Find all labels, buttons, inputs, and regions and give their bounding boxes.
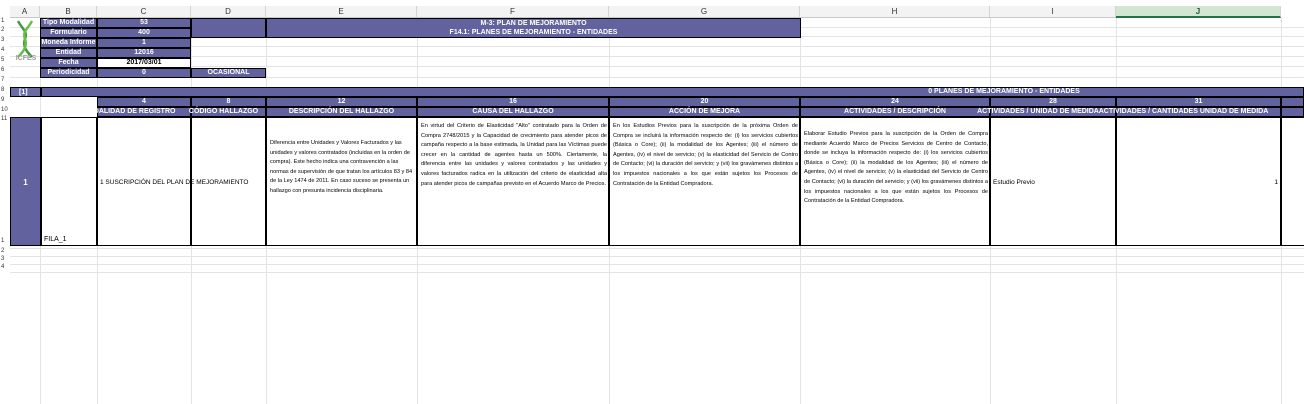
row-header[interactable]: 6 <box>1 67 5 73</box>
row-header[interactable]: 11 <box>1 116 8 122</box>
meta-value[interactable]: 1 <box>97 38 191 48</box>
meta-value[interactable]: 2017/03/01 <box>97 58 191 68</box>
gridline <box>10 264 1304 265</box>
periodicidad-text[interactable]: OCASIONAL <box>191 68 266 78</box>
report-subtitle: F14.1: PLANES DE MEJORAMIENTO - ENTIDADES <box>266 28 801 38</box>
column-title-text: MODALIDAD DE REGISTRO <box>82 108 176 115</box>
actividades-cell[interactable] <box>800 117 990 246</box>
column-title-text: ACTIVIDADES / UNIDAD DE MEDIDA <box>977 108 1099 115</box>
codigo-cell[interactable] <box>191 117 266 246</box>
gridline <box>10 248 1304 249</box>
meta-label: Tipo Modalidad <box>40 18 97 28</box>
descripcion-cell[interactable] <box>266 117 417 246</box>
meta-value[interactable]: 0 <box>97 68 191 78</box>
unidad-cell[interactable] <box>990 117 1116 246</box>
column-title-text: ACTIVIDADES / CANTIDADES UNIDAD DE MEDIDA <box>1098 108 1269 115</box>
column-title: ACCIÓN DE MEJORA <box>609 107 800 117</box>
row-header[interactable]: 4 <box>1 264 5 270</box>
accion-value: En los Estudios Previos para la suscripción de la próxima Orden de Compra se incluirá la información respecto de: (i) los servicios cubiertos (Básica o Core); (ii) la modalidad de los Agentes; (iii) el número de Agentes, (iv) el nivel de servicio; (v) la elasticidad del Servicio de Contro de Contacto; (vi) la duración del servicio; y (vii) los gravámenes distintos a los impuestos nacionales a los que están sujetos los Procesos de Contratación de la Entidad Compradora. <box>613 123 798 187</box>
column-header-h[interactable]: H <box>800 6 990 18</box>
report-title: M-3: PLAN DE MEJORAMIENTO <box>266 18 801 28</box>
row-header[interactable]: 1 <box>1 238 5 244</box>
descripcion-value: Diferencia entre Unidades y Valores Facturados y las unidades y valores contratados (incluidas en la orden de compra). Este hecho indica una contravención a las normas de supervisión de que tratan los artículos 83 y 84 de la Ley 1474 de 2011. En caso suceso se presenta un hallazgo con presunta incidencia disciplinaria. <box>270 140 413 194</box>
meta-label: Fecha <box>40 58 97 68</box>
column-title: CAUSA DEL HALLAZGO <box>417 107 609 117</box>
column-code: 12 <box>266 97 417 107</box>
meta-value[interactable]: 12016 <box>97 48 191 58</box>
row-header[interactable]: 2 <box>1 248 5 254</box>
column-title: ACTIVIDADES / DESCRIPCIÓN <box>800 107 990 117</box>
row-header[interactable]: 2 <box>1 27 5 33</box>
meta-label: Formulario <box>40 28 97 38</box>
column-title: DESCRIPCIÓN DEL HALLAZGO <box>266 107 417 117</box>
gridline <box>10 256 1304 257</box>
column-code: 31 <box>1116 97 1281 107</box>
column-code: 28 <box>990 97 1116 107</box>
modalidad-value: 1 SUSCRIPCIÓN DEL PLAN DE MEJORAMIENTO <box>100 179 249 186</box>
causa-cell[interactable] <box>417 117 609 246</box>
row-number: 1 <box>23 178 28 187</box>
gridline <box>10 56 1304 57</box>
section-code: [1] <box>19 89 28 96</box>
unidad-value: Estudio Previo <box>993 179 1035 186</box>
causa-value: En virtud del Criterio de Elasticidad "Alto" contratado para la Orden de Compra 2748/2015 y la Capacidad de crecimiento para atender picos de campaña respecto a la base estimada, la Unidad para las Víctimas puede crecer en la cantidad de agentes hasta un 500%. Ciertamente, la diferencia entre las unidades y valores contratados y las unidades y valores facturados radica en la utilización del criterio de elasticidad alta para atender picos de campañas previsto en el Acuerdo Marco de Precios. <box>421 123 607 187</box>
row-header[interactable]: 5 <box>1 57 5 63</box>
actividades-value: Elaborar Estudio Previos para la suscripción de la Orden de Compra mediante Acuerdo Marco de Precios Servicios de Centro de Contacto, donde se incluya la información respecto de: (i) los servicios cubiertos (Básica o Core); (ii) la modalidad de los Agentes; (iii) el número de Agentes, (iv) el nivel de servicio; (v) la elasticidad del Servicio de Centro de Contacto; (vi) la duración del servicio; y (vii) los gravámenes distintos a los impuestos nacionales a los que están sujetos los Procesos de Contratación de la Entidad Compradora. <box>804 131 988 205</box>
column-code: 16 <box>417 97 609 107</box>
column-header-f[interactable]: F <box>417 6 609 18</box>
cantidad-value: 1 <box>1274 179 1278 186</box>
modalidad-cell[interactable] <box>97 117 249 246</box>
gridline <box>10 66 1304 67</box>
column-code: 4 <box>97 97 191 107</box>
cantidad-cell[interactable] <box>1116 117 1281 246</box>
row-header[interactable]: 7 <box>1 77 5 83</box>
column-header-d[interactable]: D <box>191 6 266 18</box>
column-header-a[interactable]: A <box>10 6 40 18</box>
section-title-text: 0 PLANES DE MEJORAMIENTO - ENTIDADES <box>928 88 1080 95</box>
row-header[interactable]: 9 <box>1 97 5 103</box>
meta-value[interactable]: 53 <box>97 18 191 28</box>
column-header-b[interactable]: B <box>40 6 97 18</box>
column-title <box>977 107 1116 117</box>
column-header-e[interactable]: E <box>266 6 417 18</box>
meta-value[interactable]: 400 <box>97 28 191 38</box>
fila-label: FILA_1 <box>44 236 67 243</box>
column-header-j[interactable]: J <box>1116 6 1281 18</box>
column-title <box>82 107 191 117</box>
column-title <box>1098 107 1281 117</box>
column-code: 20 <box>609 97 800 107</box>
column-code: 8 <box>191 97 266 107</box>
title-spacer <box>191 18 266 38</box>
row-header[interactable]: 10 <box>1 107 8 113</box>
column-title <box>188 107 266 117</box>
column-title-text: CÓDIGO HALLAZGO <box>188 108 259 115</box>
logo-text: ICFES <box>15 55 37 62</box>
row-number-cell <box>10 117 41 246</box>
row-header[interactable]: 3 <box>1 37 5 43</box>
column-title-blank <box>1281 107 1304 117</box>
row-header[interactable]: 4 <box>1 47 5 53</box>
column-code: 24 <box>800 97 990 107</box>
section-code-cell <box>10 87 41 97</box>
meta-label: Entidad <box>40 48 97 58</box>
row-header[interactable]: 1 <box>1 18 5 24</box>
accion-cell[interactable] <box>609 117 800 246</box>
meta-label: Moneda Informe <box>41 39 96 46</box>
section-title <box>41 88 1299 97</box>
column-header-i[interactable]: I <box>990 6 1116 18</box>
column-code-blank <box>1281 97 1304 107</box>
column-header-g[interactable]: G <box>609 6 800 18</box>
row-header[interactable]: 3 <box>1 256 5 262</box>
row-header[interactable]: 8 <box>1 87 5 93</box>
gridline <box>10 272 1304 273</box>
gridline <box>10 46 1304 47</box>
column-header-c[interactable]: C <box>97 6 191 18</box>
fila-cell[interactable] <box>41 117 97 246</box>
meta-label: Periodicidad <box>40 68 97 78</box>
overflow-cell[interactable] <box>1281 117 1304 246</box>
